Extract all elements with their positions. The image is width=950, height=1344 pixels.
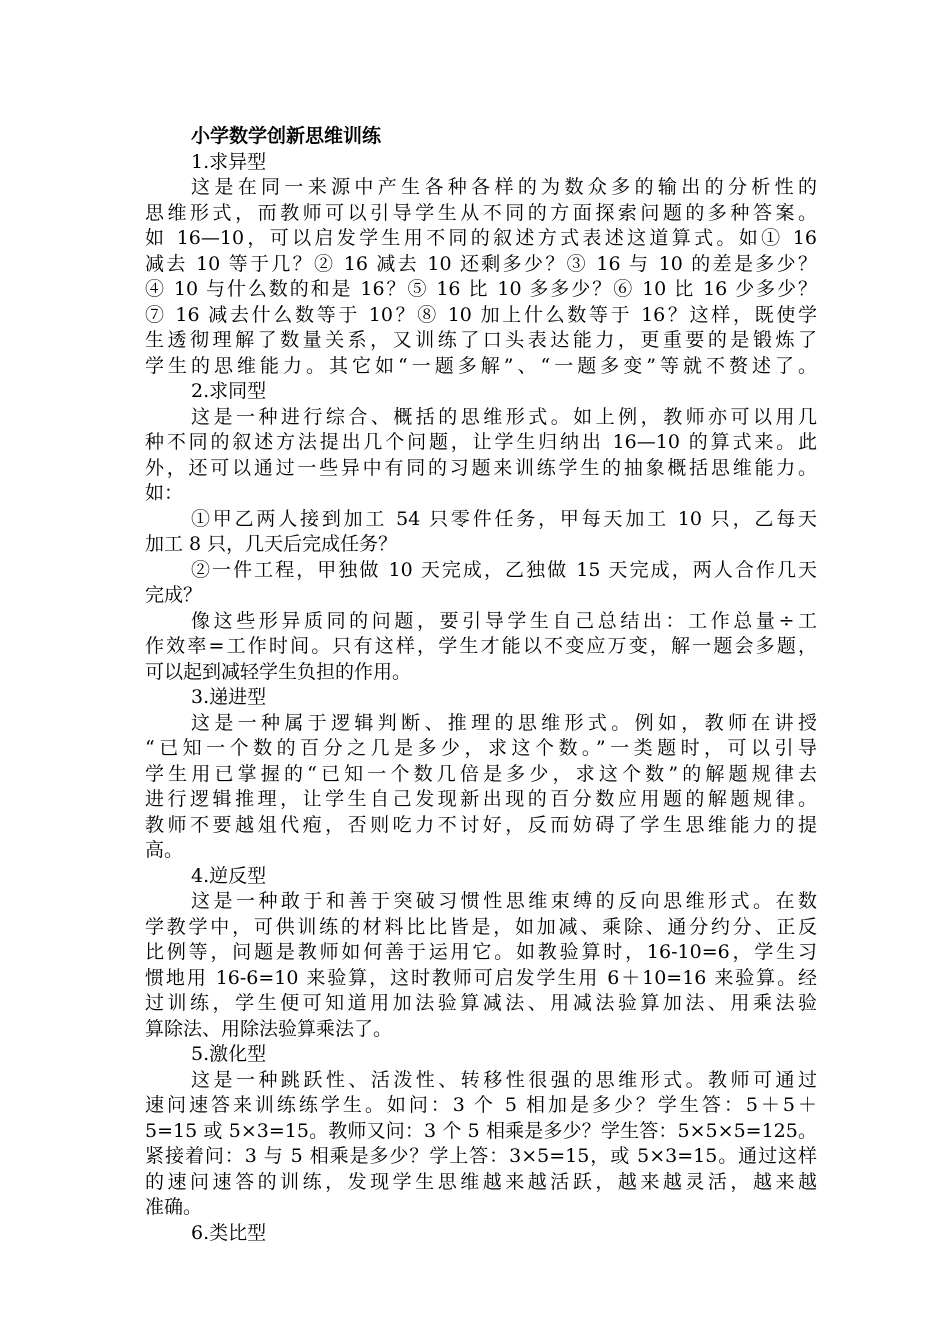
text-line: 种不同的叙述方法提出几个问题，让学生归纳出 16—10 的算式来。此 [145, 431, 817, 453]
text-line: 这是一种跳跃性、活泼性、转移性很强的思维形式。教师可通过 [191, 1068, 817, 1091]
text-line: 6.类比型 [191, 1221, 267, 1244]
text-line: 速问速答来训练练学生。如问：3 个 5 相加是多少？学生答：5＋5＋ [145, 1094, 817, 1116]
text-line: 这是一种属于逻辑判断、推理的思维形式。例如，教师在讲授 [191, 711, 817, 734]
text-line: 如： [145, 482, 184, 504]
text-line: 高。 [145, 839, 184, 861]
text-line: 教师不要越俎代疱，否则吃力不讨好，反而妨碍了学生思维能力的提 [145, 813, 817, 836]
text-line: 学教学中，可供训练的材料比比皆是，如加减、乘除、通分约分、正反 [145, 915, 817, 938]
text-line: 像这些形异质同的问题，要引导学生自己总结出：工作总量÷工 [191, 609, 817, 632]
text-line: 1.求异型 [191, 150, 267, 173]
text-line: 比例等，问题是教师如何善于运用它。如教验算时，16-10=6，学生习 [145, 941, 817, 963]
text-line: ①甲乙两人接到加工 54 只零件任务，甲每天加工 10 只，乙每天 [191, 507, 817, 530]
text-line: 生透彻理解了数量关系，又训练了口头表达能力，更重要的是锻炼了 [145, 329, 817, 351]
text-line: 外，还可以通过一些异中有同的习题来训练学生的抽象概括思维能力。 [145, 456, 817, 479]
text-line: 学生用已掌握的“已知一个数几倍是多少，求这个数”的解题规律去 [145, 762, 817, 785]
text-line: 如 16—10，可以启发学生用不同的叙述方式表述这道算式。如① 16 [145, 227, 817, 249]
text-line: 4.逆反型 [191, 864, 267, 887]
text-line: 作效率=工作时间。只有这样，学生才能以不变应万变，解一题会多题， [145, 635, 817, 657]
text-line: 加工 8 只，几天后完成任务？ [145, 533, 398, 555]
text-line: ②一件工程，甲独做 10 天完成，乙独做 15 天完成，两人合作几天 [191, 558, 817, 581]
text-line: 过训练，学生便可知道用加法验算减法、用减法验算加法、用乘法验 [145, 992, 817, 1014]
text-line: 3.递进型 [191, 686, 267, 708]
text-line: 5=15 或 5×3=15。教师又问：3 个 5 相乘是多少？学生答：5×5×5=125。 [145, 1119, 817, 1142]
text-line: 紧接着问：3 与 5 相乘是多少？学上答：3×5=15，或 5×3=15。通过这样 [145, 1145, 817, 1167]
text-line: 这是在同一来源中产生各种各样的为数众多的输出的分析性的 [191, 176, 817, 198]
text-line: 惯地用 16-6=10 来验算，这时教师可启发学生用 6＋10=16 来验算。经 [145, 966, 817, 989]
text-line: “已知一个数的百分之几是多少，求这个数。”一类题时，可以引导 [145, 737, 817, 759]
text-line: 准确。 [145, 1196, 203, 1218]
text-line: 5.激化型 [191, 1043, 267, 1065]
document-title: 小学数学创新思维训练 [191, 125, 382, 147]
text-line: 2.求同型 [191, 380, 267, 402]
text-line: 完成？ [145, 584, 203, 606]
text-line: 的速问速答的训练，发现学生思维越来越活跃，越来越灵活，越来越 [145, 1170, 817, 1193]
text-line: 减去 10 等于几？② 16 减去 10 还剩多少？③ 16 与 10 的差是多少？ [145, 252, 817, 275]
text-line: 这是一种进行综合、概括的思维形式。如上例，教师亦可以用几 [191, 405, 817, 428]
text-line: 思维形式，而教师可以引导学生从不同的方面探索问题的多种答案。 [145, 201, 817, 224]
text-line: 进行逻辑推理，让学生自己发现新出现的百分数应用题的解题规律。 [145, 788, 817, 810]
text-line: 算除法、用除法验算乘法了。 [145, 1017, 393, 1040]
text-line: 学生的思维能力。其它如“一题多解”、“一题多变”等就不赘述了。 [145, 354, 817, 377]
text-line: ④ 10 与什么数的和是 16？⑤ 16 比 10 多多少？⑥ 10 比 16 少多少？ [145, 278, 817, 300]
text-line: ⑦ 16 减去什么数等于 10？⑧ 10 加上什么数等于 16？这样，既使学 [145, 303, 817, 326]
text-line: 这是一种敢于和善于突破习惯性思维束缚的反向思维形式。在数 [191, 890, 817, 912]
text-line: 可以起到减轻学生负担的作用。 [145, 660, 412, 683]
